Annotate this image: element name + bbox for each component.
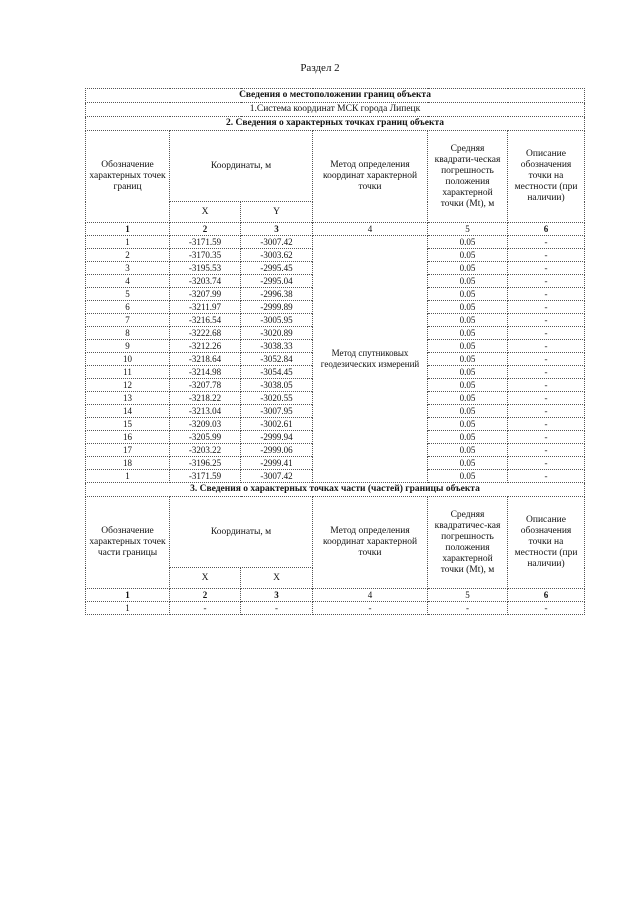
point-description: - [508, 275, 585, 288]
point-error: 0.05 [428, 327, 508, 340]
point-number: 7 [86, 314, 170, 327]
point-x: -3209.03 [170, 418, 241, 431]
header3-description: Описание обозначения точки на местности (при наличии) [508, 497, 585, 589]
col-number: 3 [241, 223, 313, 236]
header-x: X [170, 202, 241, 223]
point-description: - [508, 379, 585, 392]
header3-point-designation: Обозначение характерных точек части границы [86, 497, 170, 589]
point-error: 0.05 [428, 457, 508, 470]
point-x: -3211.97 [170, 301, 241, 314]
point-error: 0.05 [428, 431, 508, 444]
point-number: 15 [86, 418, 170, 431]
point-error: 0.05 [428, 366, 508, 379]
point-x: -3171.59 [170, 470, 241, 483]
point-y: -3052.84 [241, 353, 313, 366]
point-y: -2995.45 [241, 262, 313, 275]
point-error: 0.05 [428, 236, 508, 249]
point-error: 0.05 [428, 288, 508, 301]
point-error: 0.05 [428, 470, 508, 483]
header3-error: Средняя квадратичес-кая погрешность положения характерной точки (Mt), м [428, 497, 508, 589]
header-method: Метод определения координат характерной точки [313, 131, 428, 223]
point-number: 2 [86, 249, 170, 262]
point-number: 3 [86, 262, 170, 275]
point-x: -3170.35 [170, 249, 241, 262]
part3-cell: 1 [86, 602, 170, 615]
point-description: - [508, 288, 585, 301]
point-error: 0.05 [428, 301, 508, 314]
point-description: - [508, 262, 585, 275]
point-x: -3213.04 [170, 405, 241, 418]
part3-row [86, 602, 585, 615]
method-cell: Метод спутниковых геодезических измерений [313, 236, 428, 483]
point-x: -3222.68 [170, 327, 241, 340]
point-number: 18 [86, 457, 170, 470]
col-number: 3 [241, 589, 313, 602]
point-description: - [508, 366, 585, 379]
col-number: 6 [508, 589, 585, 602]
point-number: 11 [86, 366, 170, 379]
point-description: - [508, 418, 585, 431]
point-y: -3054.45 [241, 366, 313, 379]
point-y: -2999.89 [241, 301, 313, 314]
section-title: Раздел 2 [300, 62, 340, 74]
part3-cell: - [313, 602, 428, 615]
point-number: 16 [86, 431, 170, 444]
point-description: - [508, 457, 585, 470]
point-number: 6 [86, 301, 170, 314]
point-x: -3196.25 [170, 457, 241, 470]
point-number: 8 [86, 327, 170, 340]
header-point-designation: Обозначение характерных точек границ [86, 131, 170, 223]
point-error: 0.05 [428, 392, 508, 405]
point-y: -2999.41 [241, 457, 313, 470]
point-description: - [508, 431, 585, 444]
point-description: - [508, 444, 585, 457]
point-error: 0.05 [428, 379, 508, 392]
part3-title: 3. Сведения о характерных точках части (частей) границы объекта [86, 483, 585, 497]
header3-y: X [241, 568, 313, 589]
col-number: 4 [313, 223, 428, 236]
point-number: 17 [86, 444, 170, 457]
col-number: 2 [170, 223, 241, 236]
point-error: 0.05 [428, 418, 508, 431]
point-error: 0.05 [428, 353, 508, 366]
point-y: -3005.95 [241, 314, 313, 327]
point-x: -3195.53 [170, 262, 241, 275]
point-y: -2999.94 [241, 431, 313, 444]
point-number: 14 [86, 405, 170, 418]
header3-method: Метод определения координат характерной точки [313, 497, 428, 589]
header3-coordinates: Координаты, м [170, 497, 313, 568]
point-x: -3214.98 [170, 366, 241, 379]
point-y: -3002.61 [241, 418, 313, 431]
point-error: 0.05 [428, 340, 508, 353]
coord-system-row: 1.Система координат МСК города Липецк [86, 103, 585, 117]
point-y: -2996.38 [241, 288, 313, 301]
point-x: -3218.22 [170, 392, 241, 405]
col-number: 1 [86, 223, 170, 236]
point-number: 1 [86, 470, 170, 483]
point-error: 0.05 [428, 249, 508, 262]
point-x: -3207.99 [170, 288, 241, 301]
col-number: 6 [508, 223, 585, 236]
point-y: -3020.55 [241, 392, 313, 405]
header-error: Средняя квадрати-ческая погрешность положения характерной точки (Mt), м [428, 131, 508, 223]
boundary-table [85, 88, 585, 615]
point-x: -3212.26 [170, 340, 241, 353]
point-description: - [508, 353, 585, 366]
col-number: 5 [428, 223, 508, 236]
point-error: 0.05 [428, 314, 508, 327]
point-y: -3007.42 [241, 470, 313, 483]
point-x: -3207.78 [170, 379, 241, 392]
point-x: -3216.54 [170, 314, 241, 327]
point-description: - [508, 405, 585, 418]
point-number: 12 [86, 379, 170, 392]
point-number: 9 [86, 340, 170, 353]
col-number: 5 [428, 589, 508, 602]
point-number: 5 [86, 288, 170, 301]
point-y: -3038.33 [241, 340, 313, 353]
col-number: 2 [170, 589, 241, 602]
point-y: -3003.62 [241, 249, 313, 262]
point-x: -3218.64 [170, 353, 241, 366]
point-description: - [508, 392, 585, 405]
point-error: 0.05 [428, 262, 508, 275]
point-error: 0.05 [428, 275, 508, 288]
point-number: 10 [86, 353, 170, 366]
point-description: - [508, 340, 585, 353]
header-description: Описание обозначения точки на местности (при наличии) [508, 131, 585, 223]
point-number: 1 [86, 236, 170, 249]
point-description: - [508, 327, 585, 340]
point-number: 4 [86, 275, 170, 288]
point-number: 13 [86, 392, 170, 405]
column-number-row [86, 223, 585, 236]
point-y: -3007.42 [241, 236, 313, 249]
point-x: -3171.59 [170, 236, 241, 249]
part2-title: 2. Сведения о характерных точках границ объекта [86, 117, 585, 131]
table-title: Сведения о местоположении границ объекта [86, 89, 585, 103]
point-error: 0.05 [428, 405, 508, 418]
column-number-row-3 [86, 589, 585, 602]
point-error: 0.05 [428, 444, 508, 457]
part3-cell: - [170, 602, 241, 615]
point-description: - [508, 236, 585, 249]
point-y: -3007.95 [241, 405, 313, 418]
point-x: -3203.22 [170, 444, 241, 457]
point-description: - [508, 470, 585, 483]
point-y: -3038.05 [241, 379, 313, 392]
part3-cell: - [428, 602, 508, 615]
col-number: 1 [86, 589, 170, 602]
part3-cell: - [508, 602, 585, 615]
point-description: - [508, 249, 585, 262]
header-y: Y [241, 202, 313, 223]
header-coordinates: Координаты, м [170, 131, 313, 202]
point-description: - [508, 301, 585, 314]
part3-cell: - [241, 602, 313, 615]
point-x: -3205.99 [170, 431, 241, 444]
point-description: - [508, 314, 585, 327]
col-number: 4 [313, 589, 428, 602]
point-y: -2999.06 [241, 444, 313, 457]
header3-x: X [170, 568, 241, 589]
point-row [86, 236, 585, 249]
point-y: -2995.04 [241, 275, 313, 288]
point-x: -3203.74 [170, 275, 241, 288]
point-y: -3020.89 [241, 327, 313, 340]
